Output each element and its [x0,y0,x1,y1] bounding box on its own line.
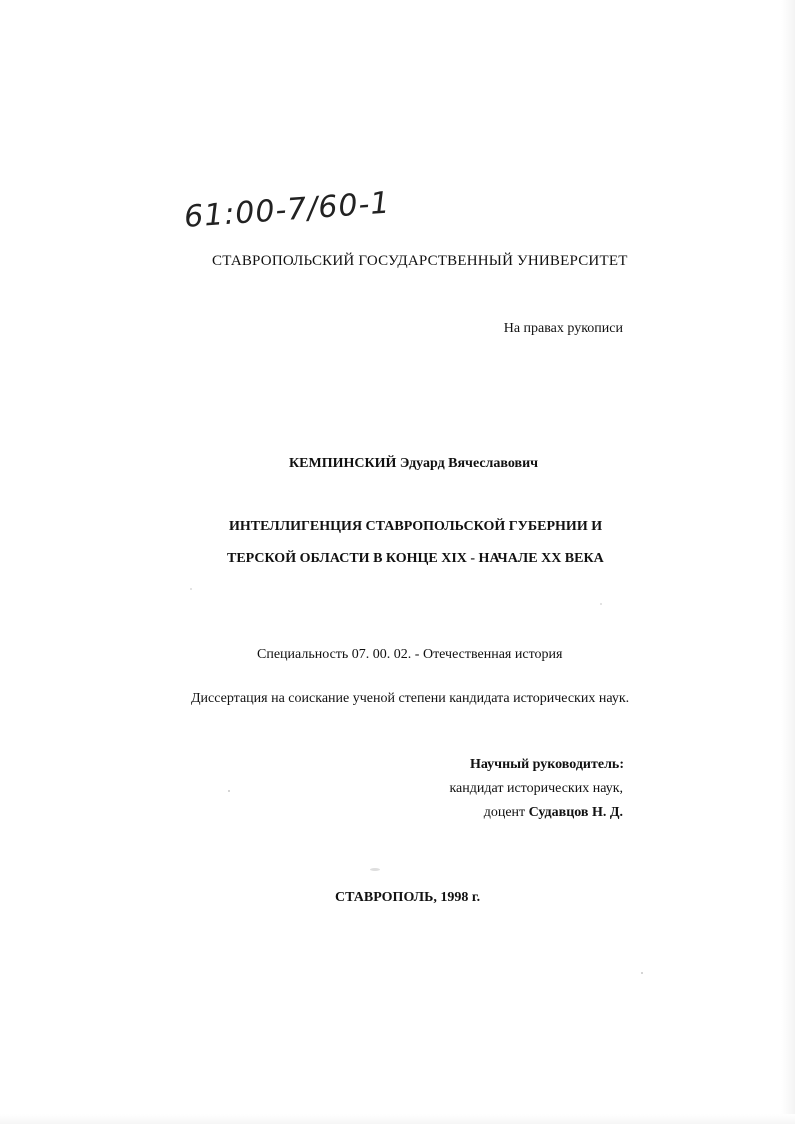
supervisor-degree: кандидат исторических наук, [449,781,623,796]
author-name [289,455,538,473]
supervisor-label: Научный руководитель: [470,757,624,772]
dissertation-note: Диссертация на соискание ученой степени кандидата исторических наук. [191,691,630,706]
dissertation-title-line-2: ТЕРСКОЙ ОБЛАСТИ В КОНЦЕ XIX - НАЧАЛЕ XX ВЕКА [227,551,604,566]
city-year: СТАВРОПОЛЬ, 1998 г. [335,890,481,905]
supervisor-name: Судавцов Н. Д. [528,805,623,820]
scan-edge-bottom [0,1114,795,1124]
author-given-names: Эдуард Вячеславович [399,456,539,471]
specialty: Специальность 07. 00. 02. - Отечественная история [257,647,563,662]
handwritten-archive-code: 61:00-7/60-1 [183,185,392,235]
author-surname: КЕМПИНСКИЙ [289,456,397,471]
scan-speck [190,588,192,590]
scan-speck [600,603,602,605]
supervisor-name-line [484,804,623,822]
scan-speck [370,868,380,871]
scan-speck [228,790,230,792]
university-name: СТАВРОПОЛЬСКИЙ ГОСУДАРСТВЕННЫЙ УНИВЕРСИТЕТ [212,253,628,269]
dissertation-title-line-1: ИНТЕЛЛИГЕНЦИЯ СТАВРОПОЛЬСКОЙ ГУБЕРНИИ И [229,519,603,534]
scan-speck [641,972,643,974]
rights-note: На правах рукописи [503,321,623,336]
scan-edge-right [781,0,795,1124]
supervisor-position: доцент [483,805,526,820]
